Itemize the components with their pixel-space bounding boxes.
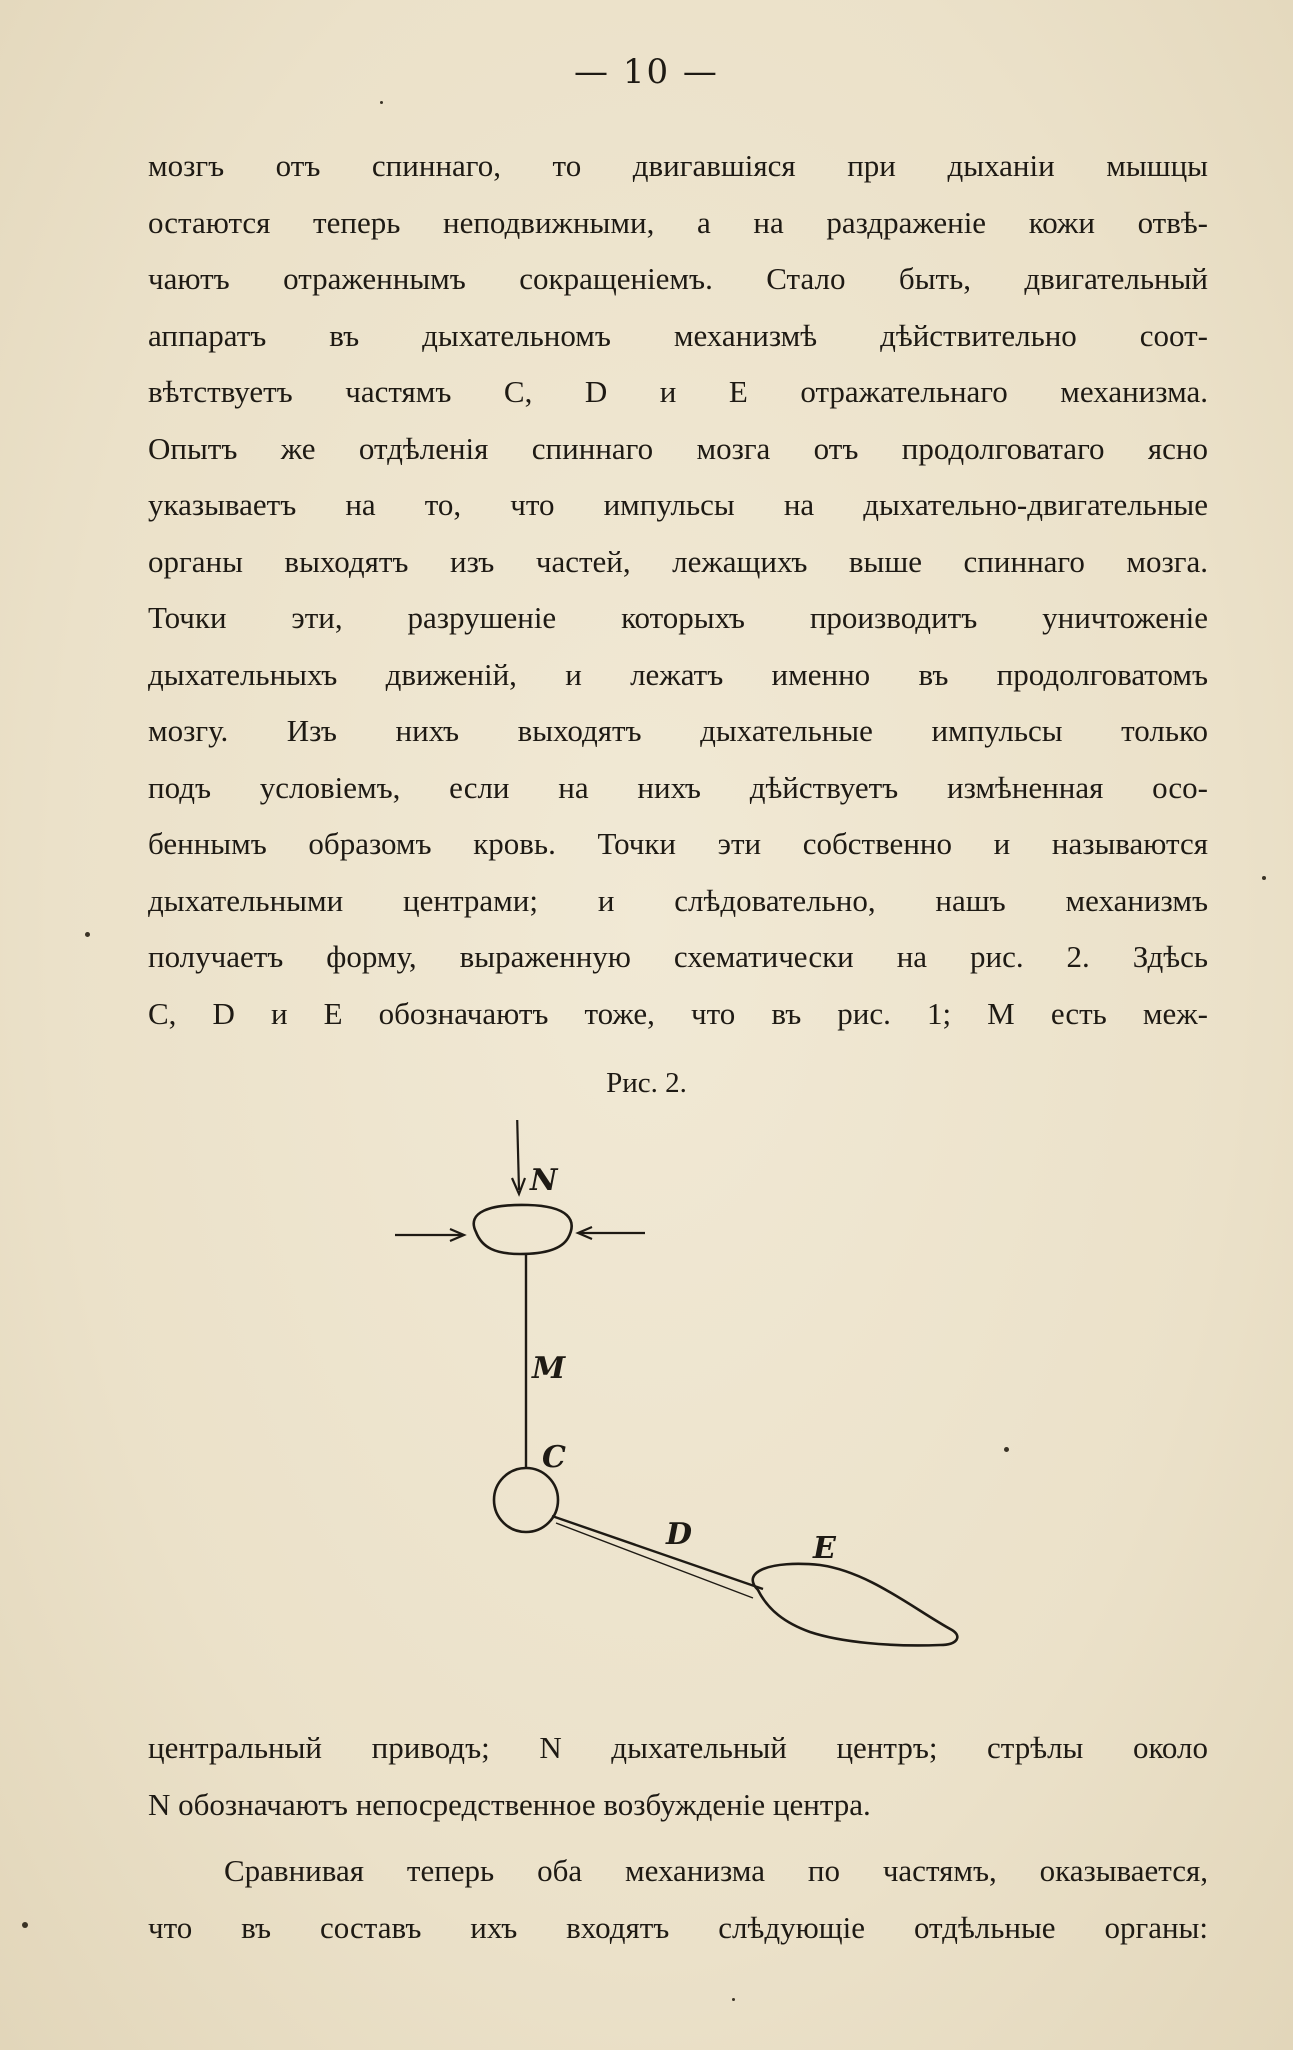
connector-D	[552, 1516, 763, 1589]
text-line: органы выходятъ изъ частей, лежащихъ выше спиннаго мозга.	[148, 543, 1208, 579]
page-number: — 10 —	[574, 52, 719, 92]
text-line: Точки эти, разрушенiе которыхъ производитъ уничтоженiе	[148, 600, 1208, 635]
paragraph-3	[148, 1843, 1208, 1956]
center-N-oval	[474, 1205, 572, 1254]
paper-speck	[1004, 1447, 1009, 1452]
paper-speck	[1262, 876, 1266, 880]
text-line: чаютъ отраженнымъ сокращенiемъ. Стало быть, двигательный	[148, 261, 1208, 296]
text-line: беннымъ образомъ кровь. Точки эти собственно и называются	[148, 826, 1208, 861]
text-line: мозгъ отъ спиннаго, то двигавшiяся при дыханiи мышцы	[148, 148, 1208, 183]
text-line: C, D и E обозначаютъ тоже, что въ рис. 1; M есть меж-	[148, 995, 1208, 1031]
text-line: подъ условiемъ, если на нихъ дѣйствуетъ измѣненная осо-	[148, 769, 1208, 805]
text-line: Опытъ же отдѣленiя спиннаго мозга отъ продолговатаго ясно	[148, 430, 1208, 466]
paper-speck	[85, 932, 90, 937]
paragraph-2	[148, 1720, 1208, 1833]
text-line: что въ составъ ихъ входятъ слѣдующiе отдѣльные органы:	[148, 1909, 1208, 1945]
paper-speck	[22, 1922, 28, 1928]
label-D: D	[666, 1517, 693, 1552]
figure-2-diagram	[370, 1120, 970, 1680]
organ-E-shape	[753, 1564, 958, 1646]
diagram-canvas	[370, 1120, 970, 1680]
text-line: мозгу. Изъ нихъ выходятъ дыхательные импульсы только	[148, 713, 1208, 748]
arrow-top-shaft	[517, 1120, 519, 1190]
paper-speck	[380, 101, 383, 104]
figure-caption: Рис. 2.	[606, 1067, 687, 1099]
text-line: центральный приводъ; N дыхательный центръ; стрѣлы около	[148, 1730, 1208, 1765]
node-C-circle	[494, 1468, 558, 1532]
label-N: N	[530, 1163, 558, 1198]
text-line: N обозначаютъ непосредственное возбужденiе центра.	[148, 1786, 871, 1822]
label-E: E	[813, 1531, 836, 1566]
text-line: дыхательныхъ движенiй, и лежатъ именно въ продолговатомъ	[148, 656, 1208, 692]
text-line: вѣтствуетъ частямъ C, D и E отражательнаго механизма.	[148, 374, 1208, 409]
text-line: дыхательными центрами; и слѣдовательно, нашъ механизмъ	[148, 882, 1208, 918]
text-line: получаетъ форму, выраженную схематически на рис. 2. Здѣсь	[148, 939, 1208, 974]
text-line: Сравнивая теперь оба механизма по частямъ, оказывается,	[224, 1853, 1208, 1888]
label-C: C	[542, 1440, 566, 1475]
connector-D-lower	[556, 1523, 753, 1598]
text-line: аппаратъ въ дыхательномъ механизмѣ дѣйствительно соот-	[148, 317, 1208, 353]
label-M: M	[532, 1351, 566, 1386]
text-line: остаются теперь неподвижными, а на раздраженiе кожи отвѣ-	[148, 204, 1208, 240]
paper-speck	[732, 1998, 735, 2001]
paragraph-1	[148, 138, 1208, 1042]
text-line: указываетъ на то, что импульсы на дыхательно-двигательные	[148, 487, 1208, 522]
